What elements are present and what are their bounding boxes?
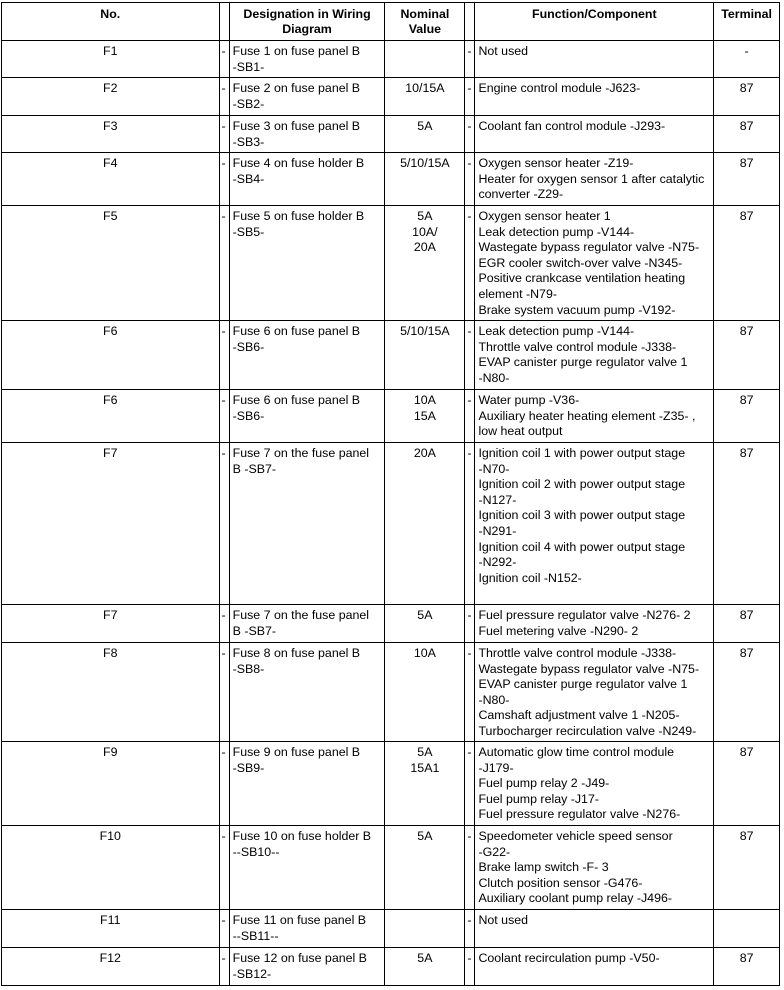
dash-separator: -: [219, 643, 229, 742]
header-nominal: Nominal Value: [385, 3, 465, 41]
terminal: 87: [714, 321, 780, 390]
nominal-value: 5/10/15A: [385, 153, 465, 206]
nominal-value: 5A: [385, 948, 465, 986]
nominal-value: 5A: [385, 116, 465, 153]
fuse-number: F9: [2, 742, 220, 826]
function-component: Leak detection pump -V144- Throttle valve control module -J338- EVAP canister purge regulator valve 1 -N80-: [475, 321, 714, 390]
table-row: [2, 910, 780, 948]
table-row: [2, 643, 780, 742]
dash-separator: -: [219, 153, 229, 206]
function-component: Ignition coil 1 with power output stage -N70- Ignition coil 2 with power output stage -N127- Ignition coil 3 with power output stage -N291- Ignition coil 4 with power output stage -N292- Ignition coil -N152-: [475, 443, 714, 605]
header-dash-1: [219, 3, 229, 41]
dash-separator: -: [465, 321, 475, 390]
function-component: Water pump -V36- Auxiliary heater heating element -Z35- , low heat output: [475, 390, 714, 443]
nominal-value: 5A 10A/ 20A: [385, 206, 465, 321]
table-row: [2, 443, 780, 605]
wiring-designation: Fuse 9 on fuse panel B -SB9-: [229, 742, 385, 826]
wiring-designation: Fuse 6 on fuse panel B -SB6-: [229, 390, 385, 443]
table-row: [2, 116, 780, 153]
header-dash-2: [465, 3, 475, 41]
wiring-designation: Fuse 2 on fuse panel B -SB2-: [229, 78, 385, 116]
table-row: [2, 948, 780, 986]
fuse-number: F6: [2, 390, 220, 443]
header-designation: Designation in Wiring Diagram: [229, 3, 385, 41]
nominal-value: 10A 15A: [385, 390, 465, 443]
dash-separator: -: [219, 78, 229, 116]
table-row: [2, 206, 780, 321]
nominal-value: 5A 15A1: [385, 742, 465, 826]
nominal-value: 5A: [385, 605, 465, 643]
dash-separator: -: [465, 742, 475, 826]
function-component: Not used: [475, 41, 714, 78]
fuse-number: F10: [2, 826, 220, 910]
table-row: [2, 390, 780, 443]
fuse-number: F7: [2, 605, 220, 643]
function-component: Coolant recirculation pump -V50-: [475, 948, 714, 986]
function-component: Automatic glow time control module -J179- Fuel pump relay 2 -J49- Fuel pump relay -J17- Fuel pressure regulator valve -N276-: [475, 742, 714, 826]
function-component: Not used: [475, 910, 714, 948]
table-row: [2, 153, 780, 206]
dash-separator: -: [465, 643, 475, 742]
terminal: 87: [714, 605, 780, 643]
nominal-value: 10A: [385, 643, 465, 742]
table-body: [2, 41, 780, 986]
wiring-designation: Fuse 11 on fuse panel B --SB11--: [229, 910, 385, 948]
dash-separator: -: [465, 78, 475, 116]
nominal-value: [385, 41, 465, 78]
table-row: [2, 826, 780, 910]
dash-separator: -: [465, 153, 475, 206]
dash-separator: -: [219, 742, 229, 826]
wiring-designation: Fuse 3 on fuse panel B -SB3-: [229, 116, 385, 153]
dash-separator: -: [219, 321, 229, 390]
nominal-value: 20A: [385, 443, 465, 605]
dash-separator: -: [465, 826, 475, 910]
terminal: 87: [714, 390, 780, 443]
dash-separator: -: [465, 443, 475, 605]
table-row: [2, 742, 780, 826]
wiring-designation: Fuse 10 on fuse holder B --SB10--: [229, 826, 385, 910]
dash-separator: -: [219, 116, 229, 153]
terminal: -: [714, 41, 780, 78]
fuse-number: F6: [2, 321, 220, 390]
fuse-number: F3: [2, 116, 220, 153]
terminal: 87: [714, 116, 780, 153]
wiring-designation: Fuse 8 on fuse panel B -SB8-: [229, 643, 385, 742]
function-component: Coolant fan control module -J293-: [475, 116, 714, 153]
fuse-number: F8: [2, 643, 220, 742]
wiring-designation: Fuse 1 on fuse panel B -SB1-: [229, 41, 385, 78]
wiring-designation: Fuse 12 on fuse panel B -SB12-: [229, 948, 385, 986]
fuse-number: F11: [2, 910, 220, 948]
header-terminal: Terminal: [714, 3, 780, 41]
nominal-value: 5A: [385, 826, 465, 910]
terminal: 87: [714, 206, 780, 321]
function-component: Engine control module -J623-: [475, 78, 714, 116]
wiring-designation: Fuse 5 on fuse holder B -SB5-: [229, 206, 385, 321]
terminal: [714, 910, 780, 948]
table-row: [2, 605, 780, 643]
dash-separator: -: [465, 390, 475, 443]
wiring-designation: Fuse 4 on fuse holder B -SB4-: [229, 153, 385, 206]
dash-separator: -: [465, 116, 475, 153]
table-row: [2, 321, 780, 390]
dash-separator: -: [465, 605, 475, 643]
function-component: Oxygen sensor heater -Z19- Heater for oxygen sensor 1 after catalytic converter -Z29-: [475, 153, 714, 206]
terminal: 87: [714, 643, 780, 742]
table-row: [2, 41, 780, 78]
dash-separator: -: [219, 826, 229, 910]
dash-separator: -: [219, 948, 229, 986]
fuse-number: F1: [2, 41, 220, 78]
function-component: Fuel pressure regulator valve -N276- 2 Fuel metering valve -N290- 2: [475, 605, 714, 643]
wiring-designation: Fuse 7 on the fuse panel B -SB7-: [229, 605, 385, 643]
terminal: 87: [714, 948, 780, 986]
wiring-designation: Fuse 6 on fuse panel B -SB6-: [229, 321, 385, 390]
wiring-designation: Fuse 7 on the fuse panel B -SB7-: [229, 443, 385, 605]
nominal-value: [385, 910, 465, 948]
function-component: Speedometer vehicle speed sensor -G22- Brake lamp switch -F- 3 Clutch position sensor -G476- Auxiliary coolant pump relay -J496-: [475, 826, 714, 910]
dash-separator: -: [219, 443, 229, 605]
terminal: 87: [714, 78, 780, 116]
fuse-number: F5: [2, 206, 220, 321]
nominal-value: 5/10/15A: [385, 321, 465, 390]
table-row: [2, 78, 780, 116]
terminal: 87: [714, 742, 780, 826]
dash-separator: -: [465, 910, 475, 948]
fuse-number: F12: [2, 948, 220, 986]
terminal: 87: [714, 826, 780, 910]
dash-separator: -: [465, 41, 475, 78]
terminal: 87: [714, 153, 780, 206]
dash-separator: -: [465, 206, 475, 321]
fuse-number: F7: [2, 443, 220, 605]
function-component: Throttle valve control module -J338- Wastegate bypass regulator valve -N75- EVAP canister purge regulator valve 1 -N80- Camshaft adjustment valve 1 -N205- Turbocharger recirculation valve -N249-: [475, 643, 714, 742]
header-no: No.: [2, 3, 220, 41]
table-header: [2, 3, 780, 41]
fuse-number: F2: [2, 78, 220, 116]
dash-separator: -: [219, 605, 229, 643]
terminal: 87: [714, 443, 780, 605]
dash-separator: -: [219, 206, 229, 321]
nominal-value: 10/15A: [385, 78, 465, 116]
fuse-number: F4: [2, 153, 220, 206]
dash-separator: -: [219, 41, 229, 78]
header-function: Function/Component: [475, 3, 714, 41]
dash-separator: -: [219, 910, 229, 948]
function-component: Oxygen sensor heater 1 Leak detection pump -V144- Wastegate bypass regulator valve -N75- EGR cooler switch-over valve -N345- Positive crankcase ventilation heating element -N79- Brake system vacuum pump -V192-: [475, 206, 714, 321]
dash-separator: -: [465, 948, 475, 986]
fuse-table: [1, 2, 780, 986]
dash-separator: -: [219, 390, 229, 443]
